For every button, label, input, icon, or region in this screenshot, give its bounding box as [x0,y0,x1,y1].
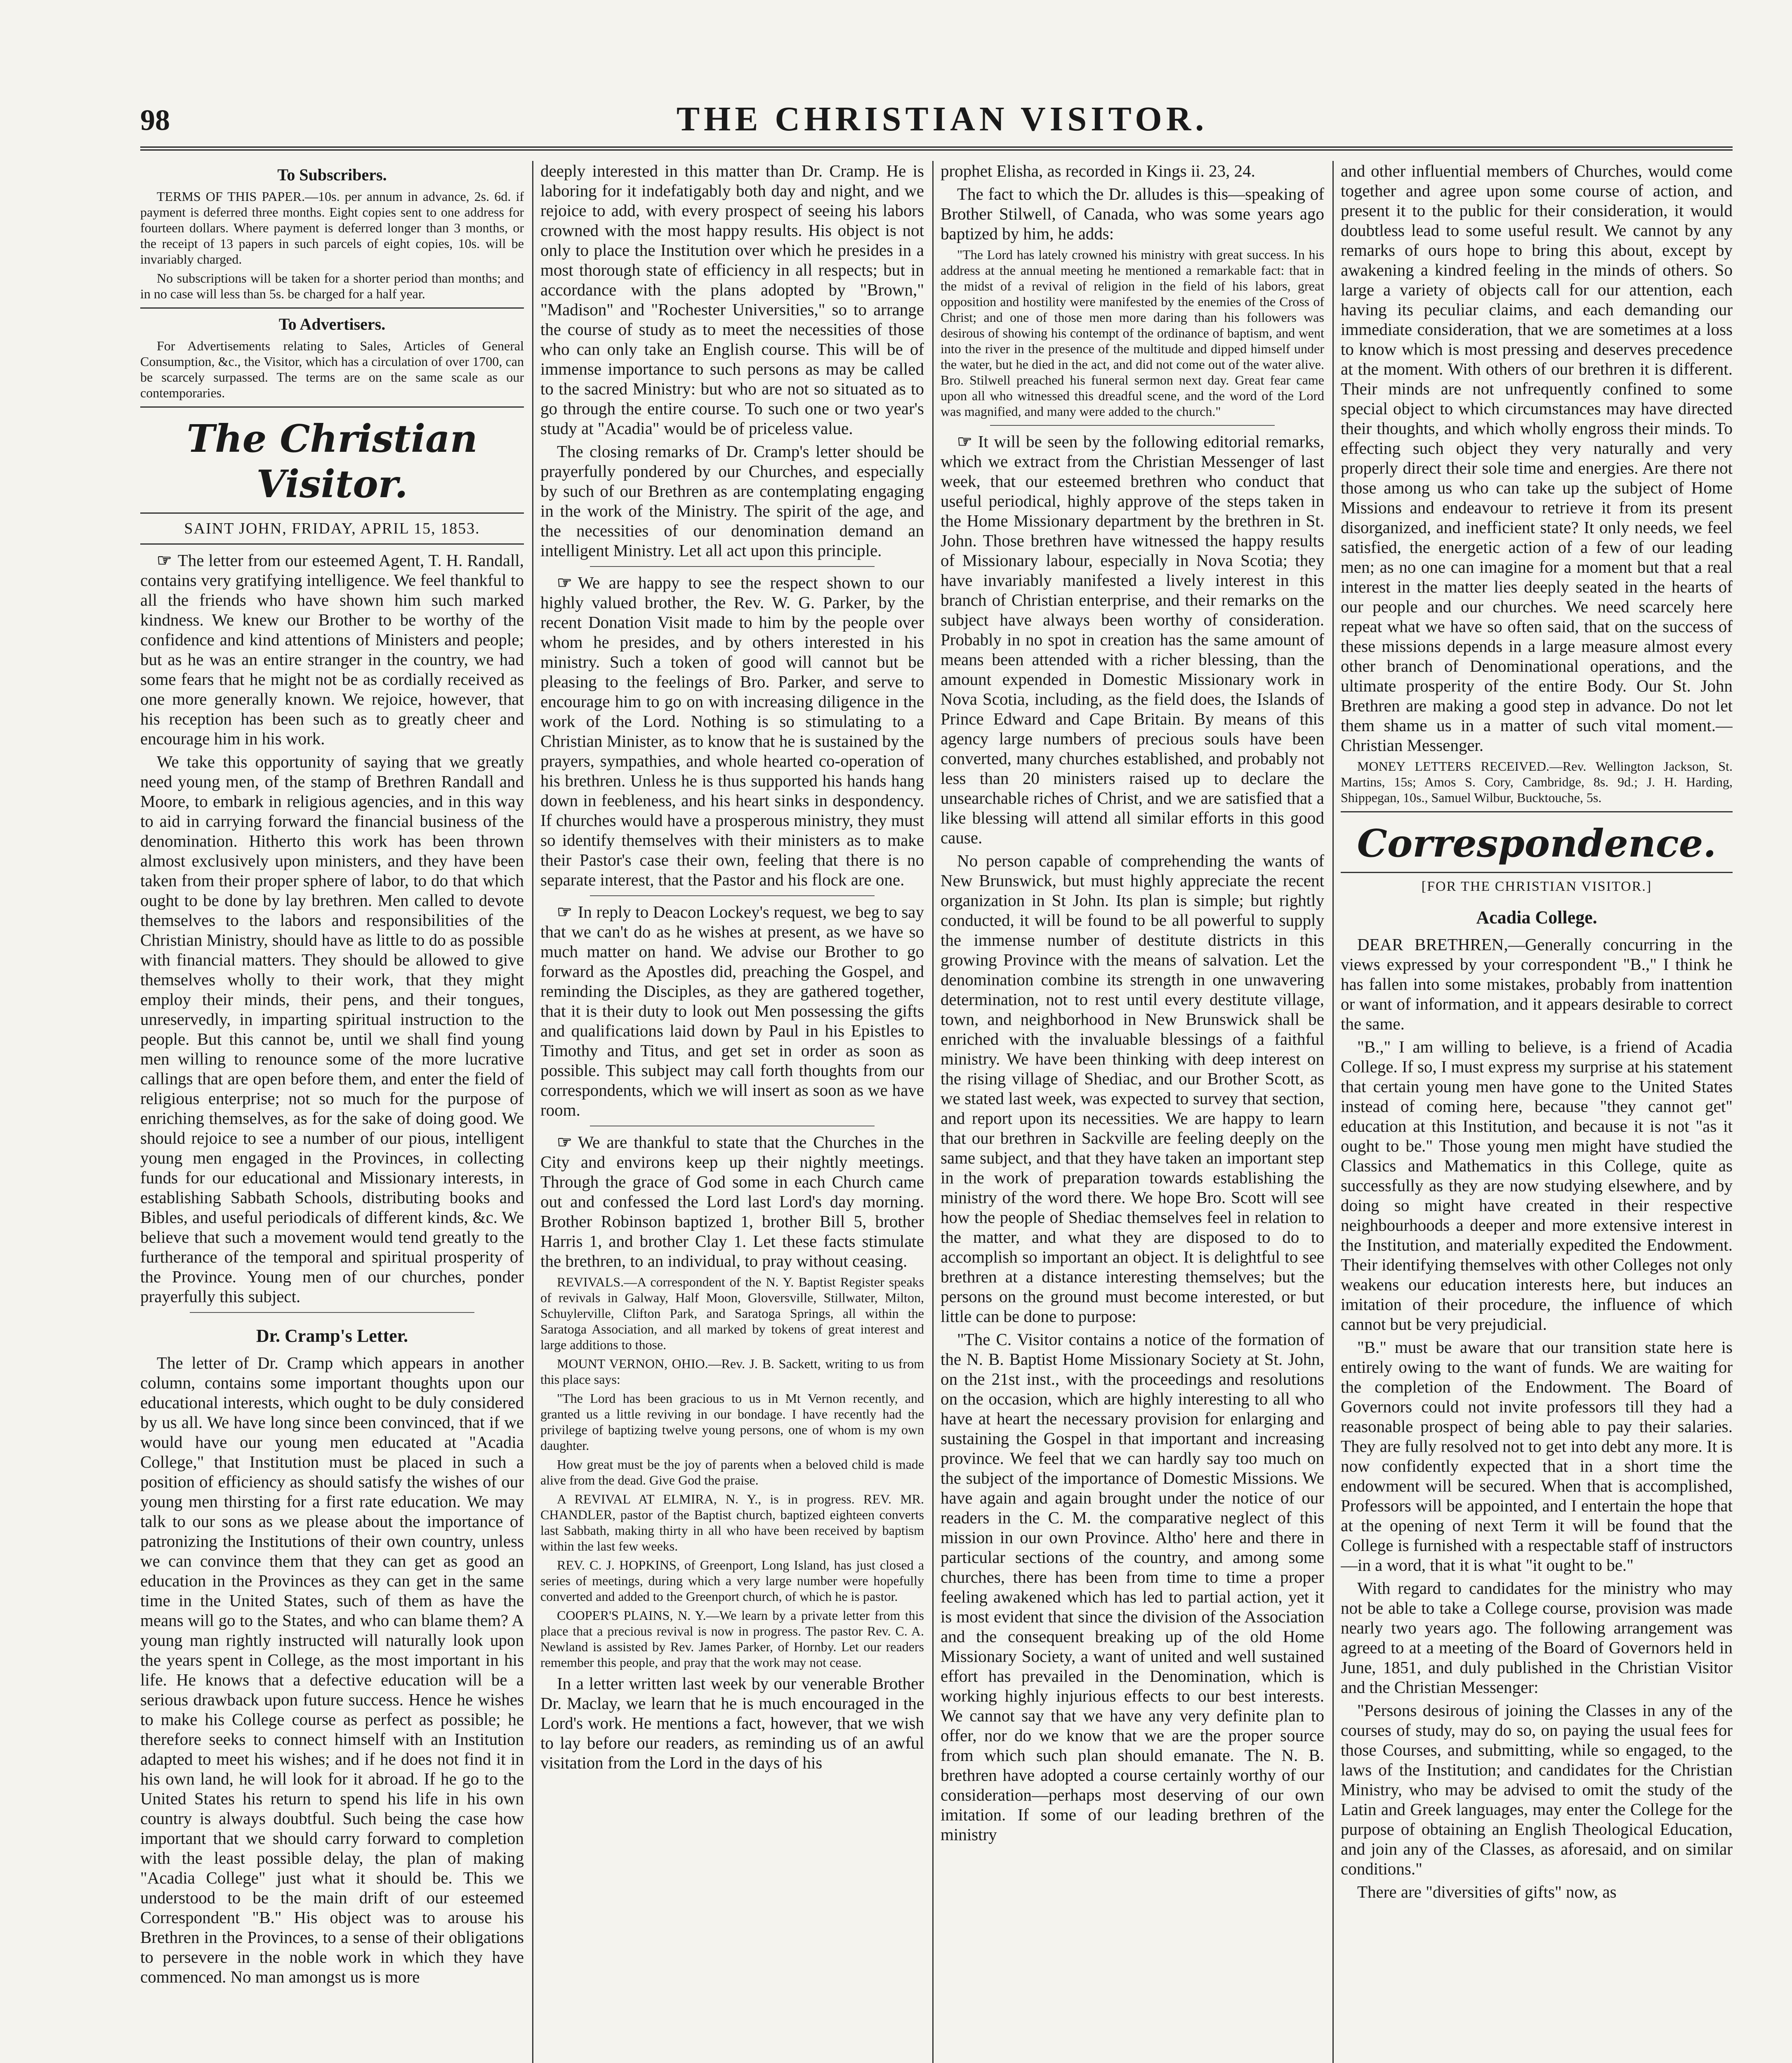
divider [140,543,524,545]
divider [190,1312,474,1313]
revivals-paragraph: How great must be the joy of parents when a beloved child is made alive from the dead. Give God the praise. [540,1457,924,1487]
revivals-paragraph: A REVIVAL AT ELMIRA, N. Y., is in progress. REV. MR. CHANDLER, pastor of the Baptist church, baptized eighteen converts last Sabbath, making thirty in all who have been received by baptism within the last few weeks. [540,1492,924,1553]
article-paragraph: deeply interested in this matter than Dr. Cramp. He is laboring for it indefatigably both day and night, and we rejoice to add, with every prospect of seeing his labors crowned with the most happy results. His object is not only to place the Institution over which he presides in a most thorough state of efficiency in all respects; but in accordance with the plans adopted by "Brown," "Madison" and "Rochester Universities," so to arrange the course of study as to meet the necessities of those who can only take an English course. This will be of immense importance to such persons as may be called to the sacred Ministry: but who are not so situated as to go through the entire course. To such one or two year's study at "Acadia" would be of priceless value. [540,161,924,438]
article-paragraph: No person capable of comprehending the wants of New Brunswick, but must highly appreciate the recent organization in St John. Its plan is simple; but rightly conducted, it will be found to be all powerful to supply the immense number of destitute districts in this growing Province with the means of salvation. Let the denomination combine its strength in one unwavering determination, not to rest until every destitute village, town, and neighborhood in New Brunswick shall be enriched with the invaluable blessings of a faithful ministry. We have been thinking with deep interest on the rising village of Shediac, and our Brother Scott, as we stated last week, was expected to survey that section, and report upon its necessities. We are happy to learn that our brethren in Sackville are feeling deeply on the same subject, and that they have taken an important step in the work of preparation towards establishing the ministry of the word there. We hope Bro. Scott will see how the people of Shediac themselves feel in relation to the matter, and what they are disposed to do to accomplish so important an object. It is delightful to see brethren at a distance interesting themselves; but the persons on the ground must become interested, or but little can be done to purpose: [941,851,1324,1326]
revivals-paragraph: "The Lord has been gracious to us in Mt Vernon recently, and granted us a little reviving in our bondage. I have recently had the privilege of baptizing twelve young persons, one of whom is my own daughter. [540,1391,924,1453]
article-paragraph: ☞ We are happy to see the respect shown to our highly valued brother, the Rev. W. G. Parker, by the recent Donation Visit made to him by the people over whom he presides, and by others interested in his ministry. Such a token of good will cannot but be pleasing to the feelings of Bro. Parker, and serve to encourage him to go on with increasing diligence in the work of the Lord. Nothing is so stimulating to a Christian Minister, as to know that he is sustained by the prayers, sympathies, and whole hearted co-operation of his brethren. Unless he is thus supported his hands hang down in feebleness, and his heart sinks in despondency. If churches would have a prosperous ministry, they must so identify themselves with their ministers as to make their Pastor's case their own, feeling that there is no separate interest, that the Pastor and his flock are one. [540,573,924,889]
cramp-heading: Dr. Cramp's Letter. [256,1326,408,1346]
article-paragraph: and other influential members of Churches, would come together and agree upon some course of action, and present it to the public for their consideration, it would doubtless lead to some useful result. We cannot by any remarks of ours hope to bring this about, except by awakening a kindred feeling in the minds of others. So large a variety of objects call for our attention, each having its peculiar claims, and each demanding our immediate consideration, that we are sometimes at a loss to know which is most pressing and deserves precedence at the moment. With others of our brethren it is different. Their minds are not unfrequently confined to some special object to which circumstances may have directed their thoughts, and which wholly engross their minds. To effecting such object they very naturally and very properly direct their sole time and energies. Are there not those among us who can take up the subject of Home Missions and endeavour to retrieve it from its present disorganized, and inefficient state? It only needs, we feel satisfied, the energetic action of a few of our leading men; as no one can imagine for a moment but that a real interest in the matter lies deeply seated in the hearts of our people and our churches. We need scarcely here repeat what we have so often said, that on the success of these missions depends in a large measure almost every other branch of Denominational operations, and the ultimate prosperity of the entire Body. Our St. John Brethren are making a good step in advance. Do not let them shame us in a matter of such vital moment.—Christian Messenger. [1341,161,1733,755]
column-divider [532,161,533,2063]
article-paragraph: With regard to candidates for the ministry who may not be able to take a College course, provision was made nearly two years ago. The following arrangement was agreed to at a meeting of the Board of Governors held in June, 1851, and duly published in the Christian Visitor and the Christian Messenger: [1341,1579,1733,1697]
nameplate: The Christian Visitor. [186,416,478,506]
article-paragraph: The letter of Dr. Cramp which appears in another column, contains some important thoughts upon our educational interests, which ought to be duly considered by us all. We have long since been convinced, that if we would have our young men educated at "Acadia College," that Institution must be placed in such a position of efficiency as should satisfy the wishes of our young men thirsting for a first rate education. We may talk to our sons as we please about the importance of patronizing the Institutions of their own country, unless we can convince them that they can get as good an education in the Provinces as they can get in the same time in the United States, such of them as have the means will go to the States, and who can blame them? A young man rightly instructed will naturally look upon the years spent in College, as the most important in his life. He knows that a defective education will be a serious drawback upon future success. Hence he wishes to make his College course as perfect as possible; he therefore seeks to connect himself with an Institution adapted to meet his wishes; and if he does not find it in his own land, he will look for it abroad. If he go to the United States his return to spend his life in his own country is always doubtful. Such being the case how important that we should carry forward to completion with the least possible delay, the plan of making "Acadia College" just what it should be. This we understood to be the main drift of our esteemed Correspondent "B." His object was to arouse his Brethren in the Provinces, to a sense of their obligations to persevere in the noble work in which they have commenced. No man amongst us is more [140,1353,524,1986]
column-divider [932,161,934,2063]
divider [1341,872,1733,873]
for-visitor-label: [FOR THE CHRISTIAN VISITOR.] [1421,879,1652,894]
article-paragraph: ☞ We are thankful to state that the Churches in the City and environs keep up their nightly meetings. Through the grace of God some in each Church came out and confessed the Lord last Lord's day morning. Brother Robinson baptized 1, brother Bill 5, brother Harris 1, and brother Clay 1. Let these facts stimulate the brethren, to an individual, to pray without ceasing. [540,1133,924,1270]
article-paragraph: ☞ In reply to Deacon Lockey's request, we beg to say that we can't do as he wishes at present, as we have so much matter on hand. We advise our Brother to go forward as the Apostles did, preaching the Gospel, and reminding the Disciples, as they are gathered together, that it is their duty to look out Men possessing the gifts and qualifications laid down by Paul in his Epistles to Timothy and Titus, and get set in order as soon as possible. This subject may call forth thoughts from our correspondents, which we will insert as soon as we have room. [540,902,924,1119]
article-paragraph: We take this opportunity of saying that we greatly need young men, of the stamp of Brethren Randall and Moore, to embark in religious agencies, and in this way to aid in carrying forward the financial business of the denomination. Hitherto this work has been thrown almost exclusively upon ministers, and they have been taken from their proper sphere of labor, to do that which ought to be done by lay brethren. Men called to devote themselves to the labors and responsibilities of the Christian Ministry, should have as little to do as possible with financial matters. They should be allowed to give themselves wholly to their work, that they might employ their minds, their pens, and their tongues, unreservedly, in imparting spiritual instruction to the people. But this cannot be, until we shall find young men willing to renounce some of the more lucrative callings that are open before them, and enter the field of religious enterprise; not so much for the purpose of enriching themselves, as for the sake of doing good. We should rejoice to see a number of our pious, intelligent young men engaged in the Provinces, in collecting funds for our educational and Missionary interests, in establishing Sabbath Schools, distributing books and Bibles, and useful periodicals of different kinds, &c. We believe that such a movement would tend greatly to the furtherance of the temporal and spiritual prosperity of the Province. Young men of our churches, ponder prayerfully this subject. [140,752,524,1306]
divider [140,406,524,408]
dateline: SAINT JOHN, FRIDAY, APRIL 15, 1853. [184,520,480,537]
subscribers-text: TERMS OF THIS PAPER.—10s. per annum in advance, 2s. 6d. if payment is deferred three months. Eight copies sent to one address for fourteen dollars. Where payment is deferred longer than 3 months, or the receipt of 13 papers in such parcels of eight copies, 10s. will be invariably charged. [140,189,524,267]
quoted-paragraph: "The Lord has lately crowned his ministry with great success. In his address at the annual meeting he mentioned a remarkable fact: that in the midst of a revival of religion in the field of his labors, great opposition and hostility were manifested by the enemies of the Cross of Christ; and one of those men more daring than his followers was desirous of showing his contempt of the ordinance of baptism, and went into the river in the presence of the multitude and dipped himself under the water, but he died in the act, and did not come out of the water alive. Bro. Stilwell preached his funeral sermon next day. Great fear came upon all who witnessed this dreadful scene, and the word of the Lord was magnified, and many were added to the church." [941,247,1324,419]
pointing-hand-icon: ☞ [557,573,572,592]
article-paragraph: "B." must be aware that our transition state here is entirely owing to the want of funds. We are waiting for the completion of the Endowment. The Board of Governors could not invite professors till they had a reasonable prospect of being able to pay their salaries. They are fully resolved not to get into debt any more. It is now confidently expected that in a short time the endowment will be secured. When that is accomplished, Professors will be appointed, and I entertain the hope that at the opening of next Term it will be found that the College is furnished with a respectable staff of instructors—in a word, that it is what "it ought to be." [1341,1338,1733,1574]
pointing-hand-icon: ☞ [557,1133,572,1152]
divider [1341,811,1733,812]
revivals-paragraph: REV. C. J. HOPKINS, of Greenport, Long Island, has just closed a series of meetings, during which a very large number were hopefully converted and added to the Greenport church, of which he is pastor. [540,1558,924,1604]
article-paragraph: "The C. Visitor contains a notice of the formation of the N. B. Baptist Home Missionary Society at St. John, on the 21st inst., with the proceedings and resolutions on the occasion, which are highly interesting to all who have at heart the necessary provision for enlarging and sustaining the Gospel in that important and increasing province. We feel that we can hardly say too much on the subject of the importance of Domestic Missions. We have again and again brought under the notice of our readers in the C. M. the comparative neglect of this mission in our own Province. Altho' here and there in particular sections of the country, and among some churches, there has been from time to time a proper feeling awakened which has led to partial action, yet it is most evident that since the division of the Association and the consequent breaking up of the old Home Missionary Society, a want of united and well sustained effort has prevailed in the Denomination, which is working highly injurious effects to our best interests. We cannot say that we have any very definite plan to offer, nor do we know that we are the proper source from which such plan should emanate. The N. B. brethren have adopted a course certainly worthy of our consideration—perhaps most deserving of our own imitation. If some of our leading brethren of the ministry [941,1330,1324,1844]
subscribers-note: No subscriptions will be taken for a shorter period than months; and in no case will less than 5s. be charged for a half year. [140,271,524,301]
divider [140,307,524,309]
article-paragraph: ☞ The letter from our esteemed Agent, T. H. Randall, contains very gratifying intelligence. We feel thankful to all the friends who have shown him such marked kindness. We knew our Brother to be worthy of the confidence and kind attentions of Ministers and people; but as he was an entire stranger in the country, we had some fears that he might not be as cordially received as one more generally known. We rejoice, however, that his reception has been such as to greatly cheer and encourage him in his work. [140,551,524,748]
page-number: 98 [140,104,170,137]
divider [140,512,524,514]
article-paragraph: In a letter written last week by our venerable Brother Dr. Maclay, we learn that he is much encouraged in the Lord's work. He mentions a fact, however, that we wish to lay before our readers, as reminding us of an awful visitation from the Lord in the days of his [540,1674,924,1772]
divider [990,425,1275,426]
column-divider [1332,161,1334,2063]
column-2 [540,161,924,2063]
acadia-heading: Acadia College. [1476,907,1597,928]
article-paragraph: prophet Elisha, as recorded in Kings ii. 23, 24. [941,161,1255,180]
column-3 [941,161,1324,2063]
column-4 [1341,161,1733,2063]
masthead [140,95,1733,149]
divider [590,895,875,896]
pointing-hand-icon: ☞ [557,902,572,921]
column-1 [140,161,524,2063]
article-paragraph: ☞ It will be seen by the following editorial remarks, which we extract from the Christian Messenger of last week, that our esteemed brethren who conduct that useful periodical, highly approve of the steps taken in the Home Missionary department by the brethren in St. John. Those brethren have witnessed the happy results of Missionary labour, especially in Nova Scotia; they have invariably manifested a lively interest in this branch of Christian enterprise, and their remarks on the subject have always been worthy of consideration. Probably in no spot in creation has the same amount of means been attended with a richer blessing, than the amount expended in Domestic Missionary work in Nova Scotia, including, as the field does, the Islands of Prince Edward and Cape Britain. By means of this agency large numbers of precious souls have been converted, many churches established, and probably not less than 20 ministers raised up to declare the unsearchable riches of Christ, and we are satisfied that a like blessing will attend all similar efforts in this good cause. [941,432,1324,847]
pointing-hand-icon: ☞ [957,432,972,451]
top-rule [140,146,1733,151]
article-paragraph: The closing remarks of Dr. Cramp's letter should be prayerfully pondered by our Churches, and especially by such of our Brethren as are contemplating engaging in the work of the Ministry. The spirit of the age, and the necessities of our denomination demand an intelligent Ministry. Let all act upon this principle. [540,442,924,560]
advertisers-heading: To Advertisers. [278,315,386,333]
pointing-hand-icon: ☞ [157,551,172,570]
revivals-paragraph: COOPER'S PLAINS, N. Y.—We learn by a private letter from this place that a precious revival is now in progress. The pastor Rev. C. A. Newland is assisted by Rev. James Parker, of Hornby. Let our readers remember this people, and pray that the work may not cease. [540,1608,924,1670]
revivals-paragraph: REVIVALS.—A correspondent of the N. Y. Baptist Register speaks of revivals in Galway, Half Moon, Gloversville, Stillwater, Milton, Schuylerville, Clifton Park, and Saratoga Springs, all within the Saratoga Association, and all marked by tokens of great interest and large additions to those. [540,1275,924,1352]
article-paragraph: The fact to which the Dr. alludes is this—speaking of Brother Stilwell, of Canada, who was some years ago baptized by him, he adds: [941,184,1324,243]
subscribers-heading: To Subscribers. [277,165,387,184]
advertisers-text: For Advertisements relating to Sales, Articles of General Consumption, &c., the Visitor, which has a circulation of over 1700, can be scarcely surpassed. The terms are on the same scale as our contemporaries. [140,338,524,400]
article-paragraph: "B.," I am willing to believe, is a friend of Acadia College. If so, I must express my surprise at his statement that certain young men have gone to the United States instead of coming here, because "they cannot get" education at this Institution, and because it is not "as it ought to be." Those young men might have studied the Classics and Mathematics in this College, quite as successfully as they are now studying elsewhere, and by doing so might have created in their respective neighbourhoods a deeper and more extensive interest in the Institution, and materially expedited the Endowment. Their identifying themselves with other Colleges not only weakens our education interests here, but induces an imitation of their procedure, the influence of which cannot but be very prejudicial. [1341,1037,1733,1334]
divider [590,566,875,567]
article-paragraph: "Persons desirous of joining the Classes in any of the courses of study, may do so, on paying the usual fees for those Courses, and submitting, while so engaged, to the laws of the Institution; and candidates for the Christian Ministry, who may be advised to omit the study of the Latin and Greek languages, may enter the College for the purpose of obtaining an English Theological Education, and join any of the Classes, as aforesaid, and on similar conditions." [1341,1701,1733,1878]
columns [140,161,1733,2063]
article-paragraph: There are "diversities of gifts" now, as [1357,1882,1617,1901]
revivals-paragraph: MOUNT VERNON, OHIO.—Rev. J. B. Sackett, writing to us from this place says: [540,1356,924,1387]
money-letters: MONEY LETTERS RECEIVED.—Rev. Wellington Jackson, St. Martins, 15s; Amos S. Cory, Cambridge, 8s. 9d.; J. H. Harding, Shippegan, 10s., Samuel Wilbur, Bucktouche, 5s. [1341,759,1733,805]
correspondence-title: Correspondence. [1357,821,1717,866]
paper-title: THE CHRISTIAN VISITOR. [677,100,1208,138]
article-paragraph: DEAR BRETHREN,—Generally concurring in the views expressed by your correspondent "B.," I think he has fallen into some mistakes, probably from inattention or want of information, and it appears desirable to correct the same. [1341,935,1733,1033]
